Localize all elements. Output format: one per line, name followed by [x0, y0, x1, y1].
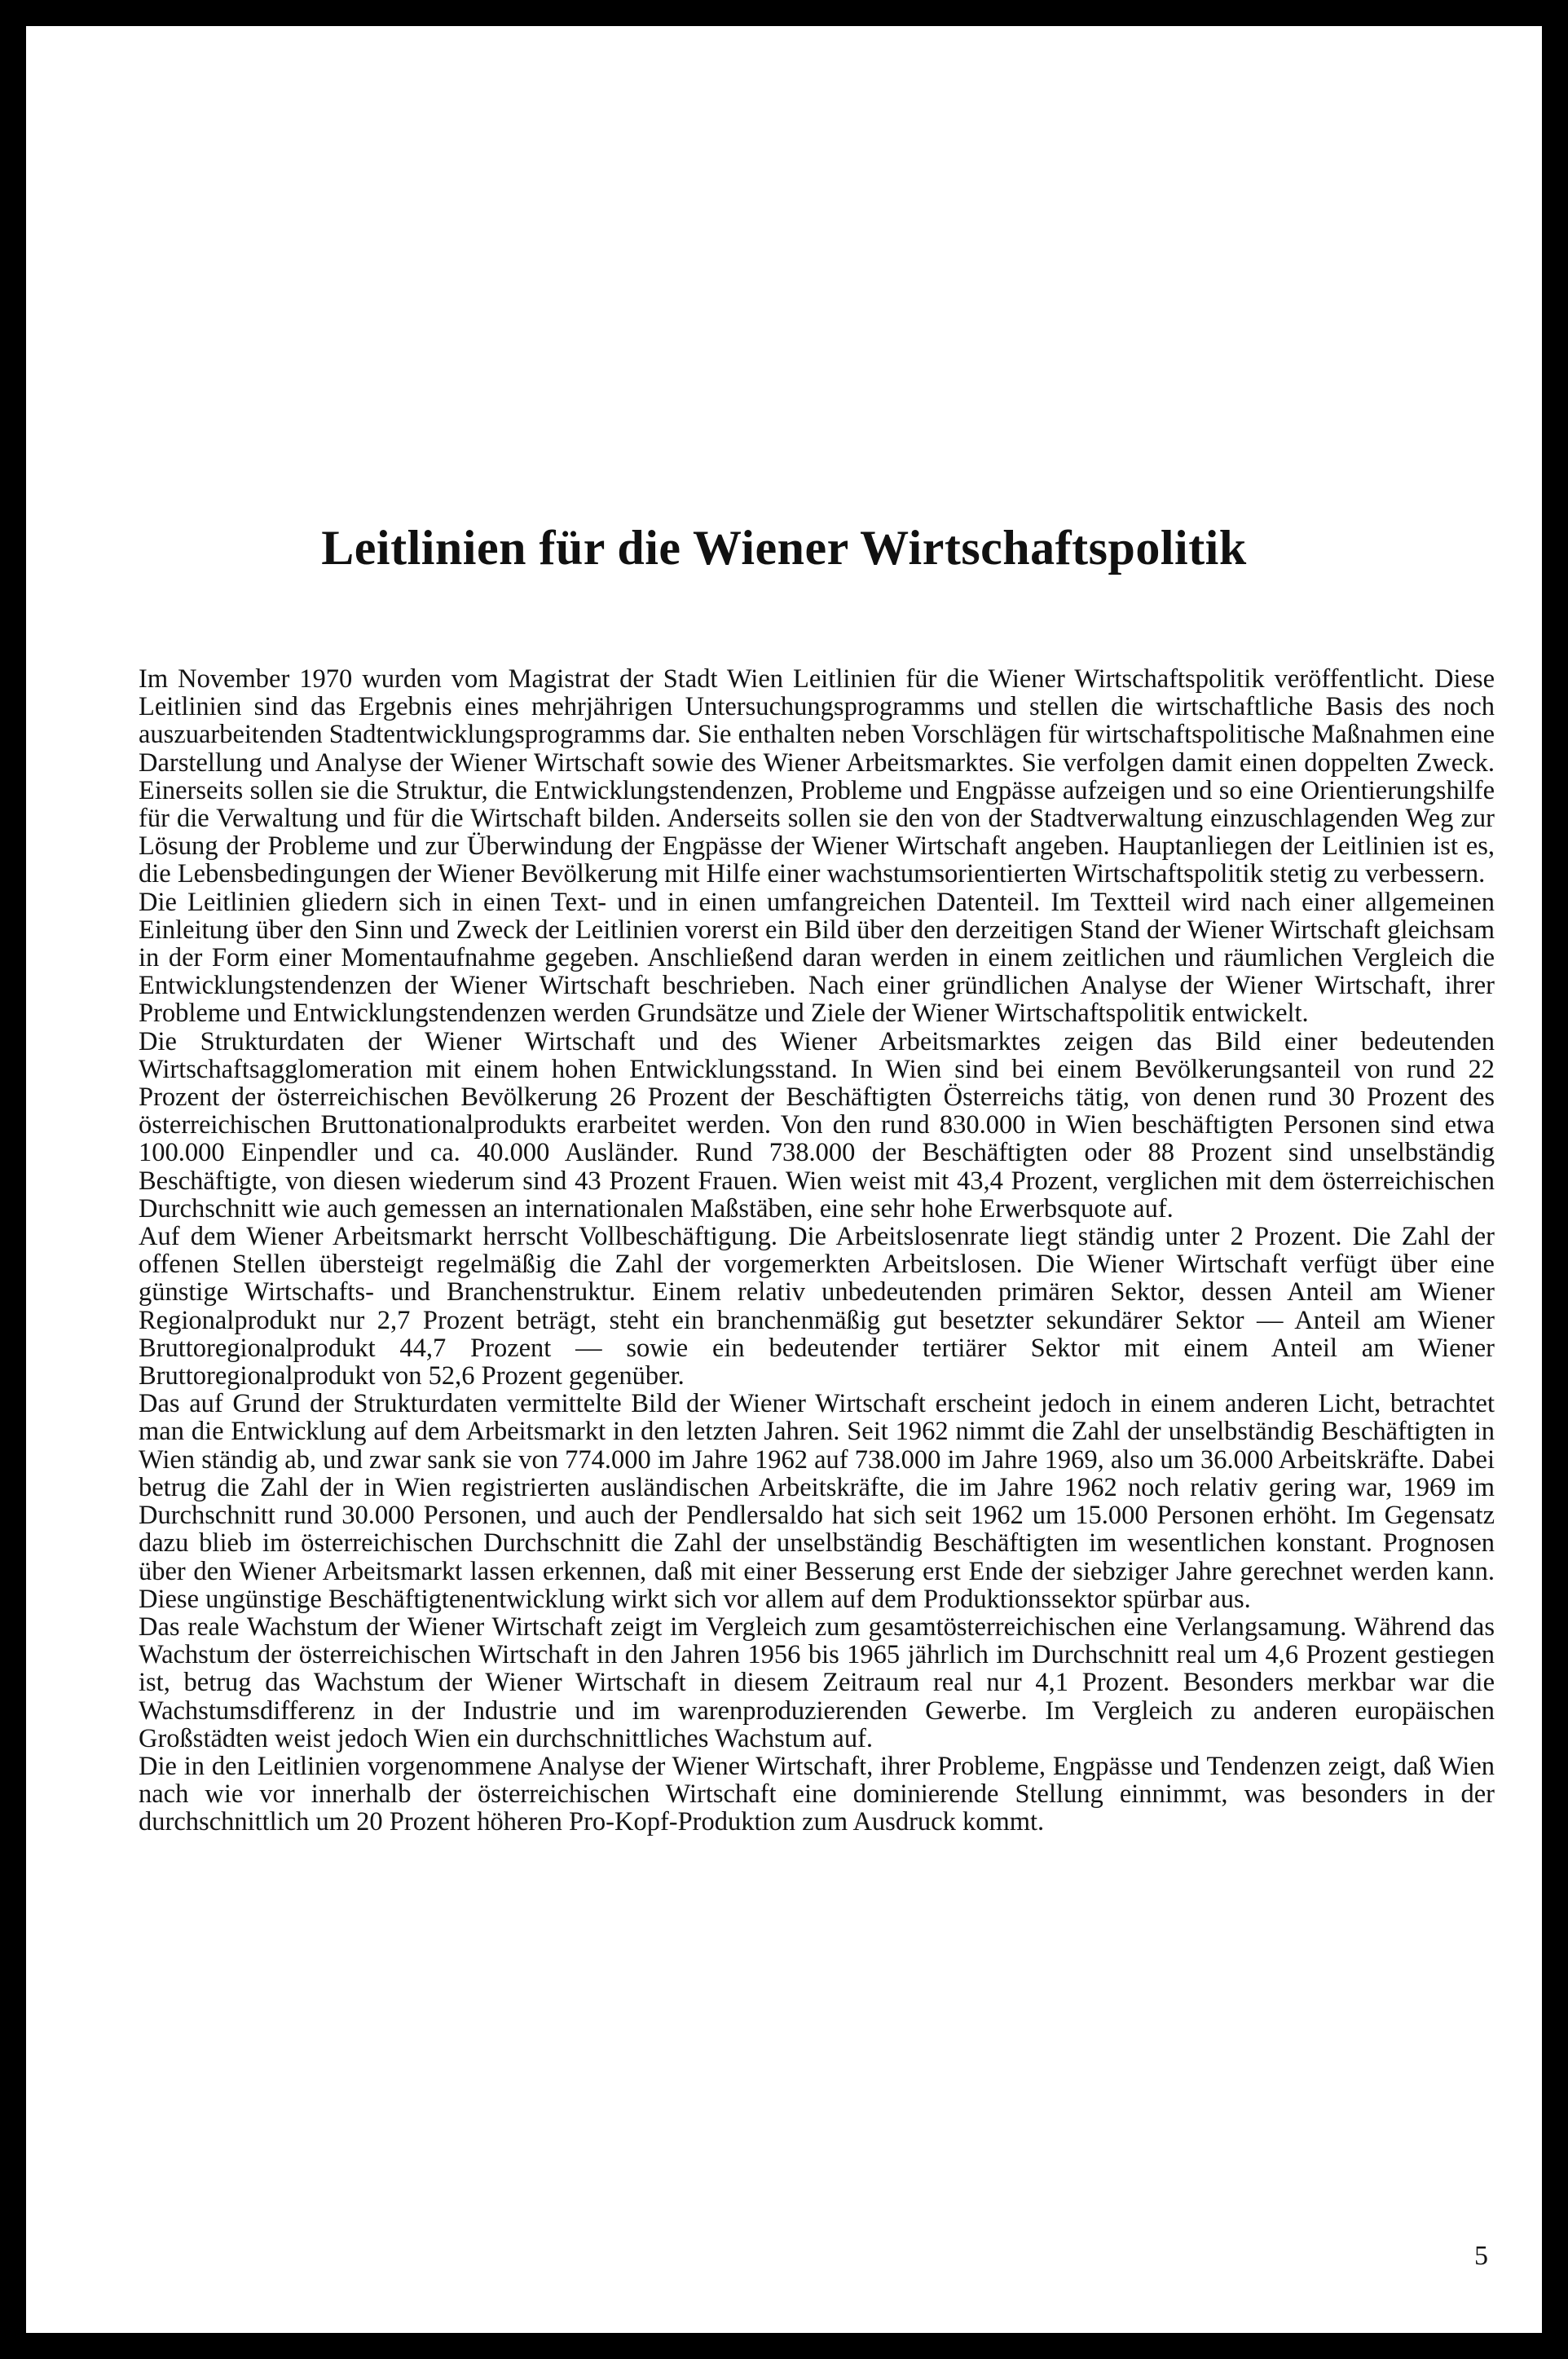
document-title: Leitlinien für die Wiener Wirtschaftspolitik: [321, 521, 1247, 575]
paragraph-1: Im November 1970 wurden vom Magistrat der Stadt Wien Leitlinien für die Wiener Wirtschaftspolitik veröffentlicht. Diese Leitlinien sind das Ergebnis eines mehrjährigen Untersuchungsprogramms und stellen die wirtschaftliche Basis des noch auszuarbeitenden Stadtentwicklungsprogramms dar. Sie enthalten neben Vorschlägen für wirtschaftspolitische Maßnahmen eine Darstellung und Analyse der Wiener Wirtschaft sowie des Wiener Arbeitsmarktes. Sie verfolgen damit einen doppelten Zweck. Einerseits sollen sie die Struktur, die Entwicklungstendenzen, Probleme und Engpässe aufzeigen und so eine Orientierungshilfe für die Verwaltung und für die Wirtschaft bilden. Anderseits sollen sie den von der Stadtverwaltung einzuschlagenden Weg zur Lösung der Probleme und zur Überwindung der Engpässe der Wiener Wirtschaft angeben. Hauptanliegen der Leitlinien ist es, die Lebensbedingungen der Wiener Bevölkerung mit Hilfe einer wachstumsorientierten Wirtschaftspolitik stetig zu verbessern.: [139, 664, 1495, 889]
page-number: 5: [1474, 2241, 1488, 2271]
body-text: [139, 665, 1495, 1836]
paragraph-4: Auf dem Wiener Arbeitsmarkt herrscht Vollbeschäftigung. Die Arbeitslosenrate liegt ständig unter 2 Prozent. Die Zahl der offenen Stellen übersteigt regelmäßig die Zahl der vorgemerkten Arbeitslosen. Die Wiener Wirtschaft verfügt über eine günstige Wirtschafts- und Branchenstruktur. Einem relativ unbedeutenden primären Sektor, dessen Anteil am Wiener Regionalprodukt nur 2,7 Prozent beträgt, steht ein branchenmäßig gut besetzter sekundärer Sektor — Anteil am Wiener Bruttoregionalprodukt 44,7 Prozent — sowie ein bedeutender tertiärer Sektor mit einem Anteil am Wiener Bruttoregionalprodukt von 52,6 Prozent gegenüber.: [139, 1222, 1495, 1391]
document-page: [26, 26, 1542, 2333]
paragraph-5: Das auf Grund der Strukturdaten vermittelte Bild der Wiener Wirtschaft erscheint jedoch in einem anderen Licht, betrachtet man die Entwicklung auf dem Arbeitsmarkt in den letzten Jahren. Seit 1962 nimmt die Zahl der unselbständig Beschäftigten in Wien ständig ab, und zwar sank sie von 774.000 im Jahre 1962 auf 738.000 im Jahre 1969, also um 36.000 Arbeitskräfte. Dabei betrug die Zahl der in Wien registrierten ausländischen Arbeitskräfte, die im Jahre 1962 noch relativ gering war, 1969 im Durchschnitt rund 30.000 Personen, und auch der Pendlersaldo hat sich seit 1962 um 15.000 Personen erhöht. Im Gegensatz dazu blieb im österreichischen Durchschnitt die Zahl der unselbständig Beschäftigten im wesentlichen konstant. Prognosen über den Wiener Arbeitsmarkt lassen erkennen, daß mit einer Besserung erst Ende der siebziger Jahre gerechnet werden kann. Diese ungünstige Beschäftigtenentwicklung wirkt sich vor allem auf dem Produktionssektor spürbar aus.: [139, 1389, 1495, 1614]
paragraph-7: Die in den Leitlinien vorgenommene Analyse der Wiener Wirtschaft, ihrer Probleme, Engpässe und Tendenzen zeigt, daß Wien nach wie vor innerhalb der österreichischen Wirtschaft eine dominierende Stellung einnimmt, was besonders in der durchschnittlich um 20 Prozent höheren Pro-Kopf-Produktion zum Ausdruck kommt.: [139, 1751, 1495, 1837]
paragraph-2: Die Leitlinien gliedern sich in einen Text- und in einen umfangreichen Datenteil. Im Textteil wird nach einer allgemeinen Einleitung über den Sinn und Zweck der Leitlinien vorerst ein Bild über den derzeitigen Stand der Wiener Wirtschaft gleichsam in der Form einer Momentaufnahme gegeben. Anschließend daran werden in einem zeitlichen und räumlichen Vergleich die Entwicklungstendenzen der Wiener Wirtschaft beschrieben. Nach einer gründlichen Analyse der Wiener Wirtschaft, ihrer Probleme und Entwicklungstendenzen werden Grundsätze und Ziele der Wiener Wirtschaftspolitik entwickelt.: [139, 887, 1495, 1029]
paragraph-6: Das reale Wachstum der Wiener Wirtschaft zeigt im Vergleich zum gesamtösterreichischen eine Verlangsamung. Während das Wachstum der österreichischen Wirtschaft in den Jahren 1956 bis 1965 jährlich im Durchschnitt real um 4,6 Prozent gestiegen ist, betrug das Wachstum der Wiener Wirtschaft in diesem Zeitraum real nur 4,1 Prozent. Besonders merkbar war die Wachstumsdifferenz in der Industrie und im warenproduzierenden Gewerbe. Im Vergleich zu anderen europäischen Großstädten weist jedoch Wien ein durchschnittliches Wachstum auf.: [139, 1612, 1495, 1753]
paragraph-3: Die Strukturdaten der Wiener Wirtschaft und des Wiener Arbeitsmarktes zeigen das Bild einer bedeutenden Wirtschaftsagglomeration mit einem hohen Entwicklungsstand. In Wien sind bei einem Bevölkerungsanteil von rund 22 Prozent der österreichischen Bevölkerung 26 Prozent der Beschäftigten Österreichs tätig, von denen rund 30 Prozent des österreichischen Bruttonationalprodukts erarbeitet werden. Von den rund 830.000 in Wien beschäftigten Personen sind etwa 100.000 Einpendler und ca. 40.000 Ausländer. Rund 738.000 der Beschäftigten oder 88 Prozent sind unselbständig Beschäftigte, von diesen wiederum sind 43 Prozent Frauen. Wien weist mit 43,4 Prozent, verglichen mit dem österreichischen Durchschnitt wie auch gemessen an internationalen Maßstäben, eine sehr hohe Erwerbsquote auf.: [139, 1026, 1495, 1224]
